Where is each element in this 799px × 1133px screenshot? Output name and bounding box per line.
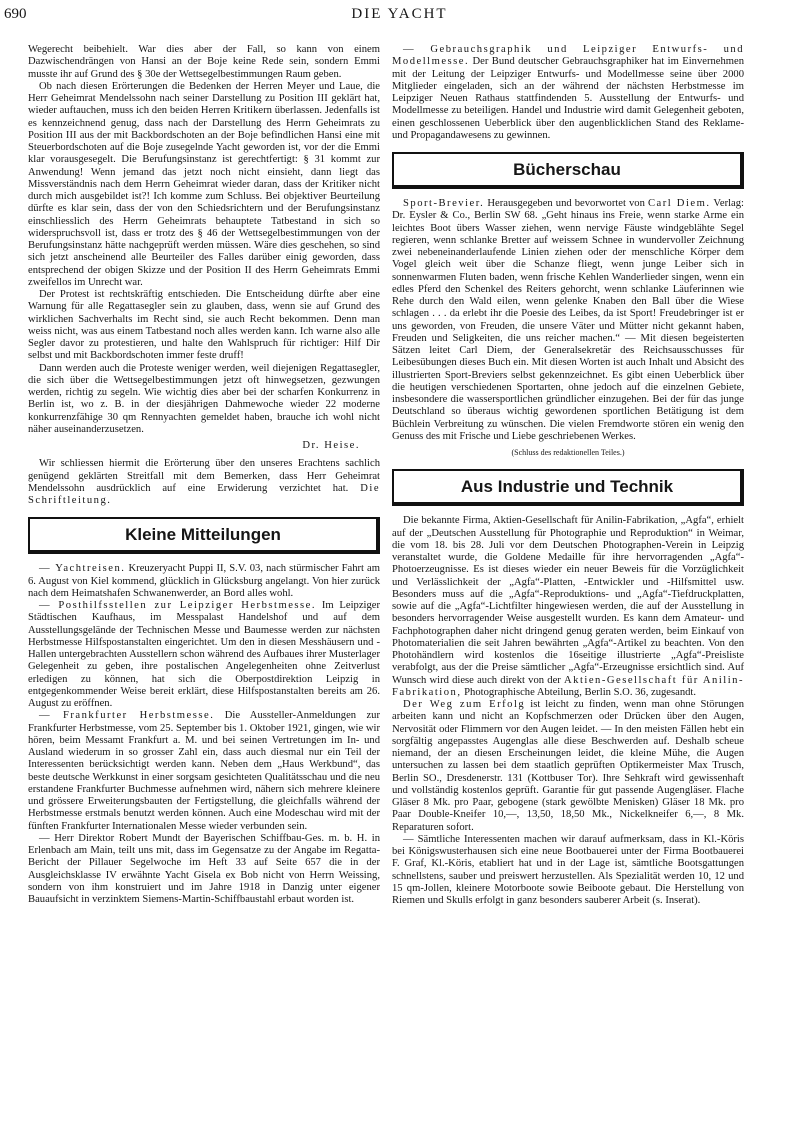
paragraph: Wegerecht beibehielt. War dies aber der Fall, so kann von einem Dazwischendrängen von Hansi an der Boje keine Rede sein, sondern Emmi musste ihr auf Grund des § 30e der Wettsegelbestimmungen Raum geben. — [28, 44, 380, 80]
item-text: Kreuzeryacht Puppi II, S.V. 03, nach stürmischer Fahrt am 6. August von Kiel kommend, glücklich in Glücksburg angelangt. Von hier zurück nach dem Heimatshafen Schwanenwerder, an Bord alles wohl. — [28, 563, 381, 599]
section-heading-industrie-technik: Aus Industrie und Technik — [392, 469, 744, 506]
item-lead: — Frankfurter Herbstmesse. — [39, 710, 215, 722]
item-text: Die Aussteller-Anmeldungen zur Frankfurter Herbstmesse, vom 25. September bis 1. Oktober 1921, gingen, wie wir hören, beim Messamt Frankfurt a. M. und bei seinen Vertretungen im In- und Ausland wiederum in so grosser Zahl ein, dass auch diesmal nur ein Teil der Interessenten berücksichtigt werden kann. Neben dem „Haus Werkbund“, das beste deutsche Werkkunst in einer sorgsam gesichteten Qualitätsschau und die neu erstandene Frankfurter Buchmesse aufnehmen wird, nähern sich mehrere kleinere und grössere Erweiterungsbauten der Fertigstellung, die gleichfalls während der Herbstmesse erstmals benutzt werden können. Auch eine Modeschau wird mit der fünften Frankfurter Internationalen Messe wieder verbunden sein. — [28, 710, 380, 832]
right-column — [392, 44, 744, 907]
review-text: Verlag: Dr. Eysler & Co., Berlin SW 68. „Geht hinaus ins Freie, wenn starke Arme ein leichtes Boot übers Wasser ziehen, wenn nervige Fäuste windgeblähte Segel regieren, wenn schlanke Bretter auf weissem Schnee in wundervoller Zeichnung zwei nebeneinanderlaufende Linien ziehen oder der menschliche Körper dem Vogel gleich weit über die Schanze fliegt, wenn junge Leiber sich in sonnenwarmen Fluten baden, wenn frische Kehlen Wanderlieder singen, wenn ein edles Pferd den Schenkel des Reiters gehorcht, wenn schlanke Läuferinnen wie Rehe durch den Wald eilen, wenn gelenke Knaben den Ball über die Wiese schlagen . . . da erlebt ihr die Poesie des Leibes, da ist Sport! Freudebringer ist er uns geworden, von Freuden, die unsere Väter und Mütter nicht gekannt haben, Freuden und Seligkeiten, die uns reicher machen.“ — Mit diesen begeisterten Sätzen leitet Carl Diem, der Generalsekretär des Reichsausschusses für Leibesübungen dieses Buch ein. Mit diesen Worten ist auch Inhalt und Absicht des illustrierten Sport-Breviers selbst gekennzeichnet. Es gibt einen Ueberblick über die heutigen verschiedenen Sportarten, ohne jedoch auf die einzelnen Gebiete, insbesondere die wassersportlichen gründlicher einzugehen. Bei der für das junge Deutschland so überaus wichtig gewordenen sportlichen Betätigung ist dem Büchlein Verbreitung zu wünschen. Die vielen Fremdworte stören ein wenig den Genuss des mit Frische und Liebe geschriebenen Werkes. — [392, 198, 744, 442]
paragraph: Der Protest ist rechtskräftig entschieden. Die Entscheidung dürfte aber eine Warnung für alle Regattasegler sein zu glauben, dass, wenn sie auf Grund des wirklichen Sachverhalts im Recht sind, sie auch Recht bekommen. Denn man weiss nicht, was aus einem Tatbestand noch alles werden kann. Ich warne also alle Segler davor zu protestieren, und halte den Wahlspruch für richtiger: Hilf Dir selbst und mit Backbordschoten immer feste druff! — [28, 289, 380, 362]
page-header — [0, 0, 799, 28]
book-title: Sport-Brevier. — [403, 198, 485, 209]
note-text: Wir schliessen hiermit die Erörterung über den unseres Erachtens sachlich genügend geklärten Streitfall mit dem Bemerken, dass Herr Geheimrat Mendelssohn ausdrücklich auf eine Erwiderung verzichtet hat. — [28, 458, 380, 494]
news-item — [28, 710, 380, 833]
item-text: Die bekannte Firma, Aktien-Gesellschaft für Anilin-Fabrikation, „Agfa“, erhielt auf der „Deutschen Ausstellung für Photographie und Reproduktion“ in Weimar, die vom 18. bis 28. Juli vor dem Deutschen Photographen-Verein in Leipzig veranstaltet wurde, die Goldene Medaille für ihre hervorragenden „Agfa“-Photoerzeugnisse. Es ist dieses wieder ein neuer Beweis für die Vorzüglichkeit und Verlässlichkeit der „Agfa“-Platten, -Entwickler und -Hilfsmittel usw. Besonders muss auf die „Agfa“-Reproduktions- und „Agfa“-Tiefdruckplatten, sowie auf die „Agfa“-Lichtfilter hingewiesen werden, die auf der Ausstellung in besonders hervorragender Weise ausgestellt wurden. Es kann dem Amateur- und Fachphotographen daher nicht dringend genug geraten werden, beim Einkauf von Photomaterialien die seit Jahren bewährten „Agfa“-Artikel zu beachten. Von den Photohändlern wird kostenlos die 16seitige illustrierte „Agfa“-Preisliste verabfolgt, aus der die Preise sämtlicher „Agfa“-Erzeugnisse ersichtlich sind. Auf Wunsch wird diese auch direkt von der — [392, 515, 744, 686]
industry-item — [392, 699, 744, 834]
news-item — [28, 600, 380, 710]
news-item: — Herr Direktor Robert Mundt der Bayerischen Schiffbau-Ges. m. b. H. in Erlenbach am Main, teilt uns mit, dass im Gegensatze zu der Angabe im Regatta-Bericht der Pillauer Segelwoche im Heft 33 auf Seite 657 die in der Ausgleichsklasse IV erwähnte Yacht Gisela ex Bob nicht von Herrn Weissing, sondern von ihm konstruiert und im Jahre 1918 in Danzig unter eigener Bauaufsicht in verzinktem Siemens-Martin-Schiffbaustahl erbaut worden ist. — [28, 832, 380, 905]
item-lead: — Posthilfsstellen zur Leipziger Herbstmesse. — [39, 600, 316, 611]
left-column — [28, 44, 380, 906]
book-editor-label: Herausgegeben und bevorwortet von — [487, 198, 645, 209]
paragraph: Dann werden auch die Proteste weniger werden, weil diejenigen Regattasegler, die sich über die Wettsegelbestimmungen jetzt oft hinwegsetzen, gezwungen werden, richtig zu segeln. Wie wichtig dies aber bei der scharfen Konkurrenz in Berlin ist, wo z. B. in der diesjährigen Dahmewoche wieder 22 moderne konkurrenzfähige 30 qm Rennyachten gemeldet haben, brauche ich wohl nicht näher auseinanderzusetzen. — [28, 362, 380, 435]
book-author: Carl Diem. — [647, 198, 711, 209]
news-item — [28, 563, 380, 600]
item-text: ist leicht zu finden, wenn man ohne Störungen arbeiten kann und nicht an Kopfschmerzen oder Drücken über den Augen, Nervosität oder Flimmern vor den Augen leidet. — In den meisten Fällen hebt ein sorgfältig angepasstes Augenglas alle diese Beschwerden auf. Deshalb scheue niemand, der an diesen Erscheinungen leidet, die kleine Mühe, die Augen untersuchen zu lassen bei dem staatlich geprüften Optikermeister Max Trusch, Berlin SO., Dresdenerstr. 131 (Kottbuser Tor). Ihre Sehkraft wird gewissenhaft und vollständig kostenlos geprüft. Garantie für gut passende Augengläser. Flache Gläser 8 Mk. pro Paar, gebogene (stark gewölbte Menisken) Gläser 18 Mk. pro Paar Double-Kneifer 10,—, 13,50, 18,50 Mk., Nickelkneifer 6,—, 8 Mk. Reparaturen sofort. — [392, 699, 744, 833]
item-text: Im Leipziger Städtischen Kaufhaus, im Messpalast Handelshof und auf dem Ausstellungsgelände der Technischen Messe und Baumesse werden zur nächsten Herbstmesse Hilfspostanstalten eingerichtet. Um den in diesen Messhäusern und -Hallen untergebrachten Ausstellern schon während des Aufbaues ihrer Musterlager Gelegenheit zu geben, ihre postalischen Angelegenheiten ohne Zeitverlust erledigen zu können, hat sich die Oberpostdirektion Leipzig in entgegenkommender Weise bereit erklärt, diese Hilfspostanstalten bereits am 26. August zu eröffnen. — [28, 600, 380, 709]
end-of-editorial-note: (Schluss des redaktionellen Teiles.) — [511, 448, 625, 457]
company-name: Aktien-Gesellschaft für Anilin-Fabrikation, — [392, 674, 744, 698]
item-lead: — Gebrauchsgraphik und Leipziger Entwurfs- und Modellmesse. — [392, 44, 744, 68]
editorial-note — [28, 458, 380, 507]
section-heading-kleine-mitteilungen: Kleine Mitteilungen — [28, 517, 380, 554]
section-heading-buecherschau: Bücherschau — [392, 152, 744, 189]
item-text: Der Bund deutscher Gebrauchsgraphiker hat im Einvernehmen mit der Leitung der Leipziger Entwurfs- und Modellmesse seine über 2000 Mitglieder eingeladen, sich an der während der nächsten Herbstmesse im Leipziger Neuen Rathaus stattfindenden 5. Ausstellung der Entwurfs- und Modellmesse zu beteiligen. Handel und Industrie wird damit Gelegenheit geboten, einen geschlossenen Ueberblick über den augenblicklichen Stand des Reklame- und Propagandawesens zu gewinnen. — [392, 56, 745, 141]
item-text-end: Photographische Abteilung, Berlin S.O. 36, zugesandt. — [464, 686, 697, 698]
book-review — [392, 198, 744, 443]
industry-item — [392, 515, 744, 699]
page-number: 690 — [4, 6, 27, 22]
note-signature: Die Schriftleitung. — [28, 482, 381, 506]
item-lead: — Yachtreisen. — [39, 563, 126, 575]
signature: Dr. Heise. — [302, 440, 360, 451]
item-lead: Der Weg zum Erfolg — [403, 699, 526, 710]
page-title: DIE YACHT — [351, 6, 448, 22]
news-item — [392, 44, 744, 142]
paragraph: Ob nach diesen Erörterungen die Bedenken der Herren Meyer und Laue, die Herr Geheimrat Mendelssohn nach seiner Darstellung zu Position III geklärt hat, wieder auftauchen, muss ich den beiden Herren Kritikern überlassen. Jedenfalls ist es kennzeichnend genug, dass nach der Darstellung des Herrn Geheimrats zu Position III aus der mit Backbordschoten an der Boje befindlichen Hansi eine mit Steuerbordschoten auf die Boje zusegelnde Yacht geworden ist, vor der die Emmi klar vorausgesegelt. Die Berufungsinstanz ist gerechtfertigt: § 31 kommt zur Anwendung! Wenn jemand das jetzt noch nicht einsieht, dann liegt das Missverständnis nach dem Herrn Geheimrat wieder daran, dass der Kritiker nicht durch mich ausgebildet ist?! Ich komme zum Schluss. Bei objektiver Beurteilung dürfte es klar sein, dass der von den Schiedsrichtern und der Berufungsinstanz einschliesslich des Herrn Geheimrats behauptete Tatbestand in sich so widerspruchsvoll ist, dass er trotz des § 46 der Wettsegelbestimmungen von der Berufungsinstanz hätte nachgeprüft werden müssen. Wäre dies geschehen, so sind sich jetzt anscheinend alle Beurteiler des Falles darüber einig geworden, dass entsprechend der obigen Skizze und der Position II des Herrn Geheimrats Emmi zweifellos im Unrecht war. — [28, 80, 380, 288]
industry-item: — Sämtliche Interessenten machen wir darauf aufmerksam, dass in Kl.-Köris bei Königswusterhausen sich eine neue Bootbauerei unter der Firma Bootbauerei F. Graf, Kl.-Köris, etabliert hat und in der Lage ist, sämtliche Bootsgattungen schnellstens, sauber und preiswert herzustellen. Als Spezialität werden 10, 12 und 15 qm-Jollen, kleinere Motorboote sowie Beiboote gebaut. Die Herstellung von Riemen und Skulls erfolgt in ganz besonders sauberer Arbeit (s. Inserat). — [392, 833, 744, 906]
